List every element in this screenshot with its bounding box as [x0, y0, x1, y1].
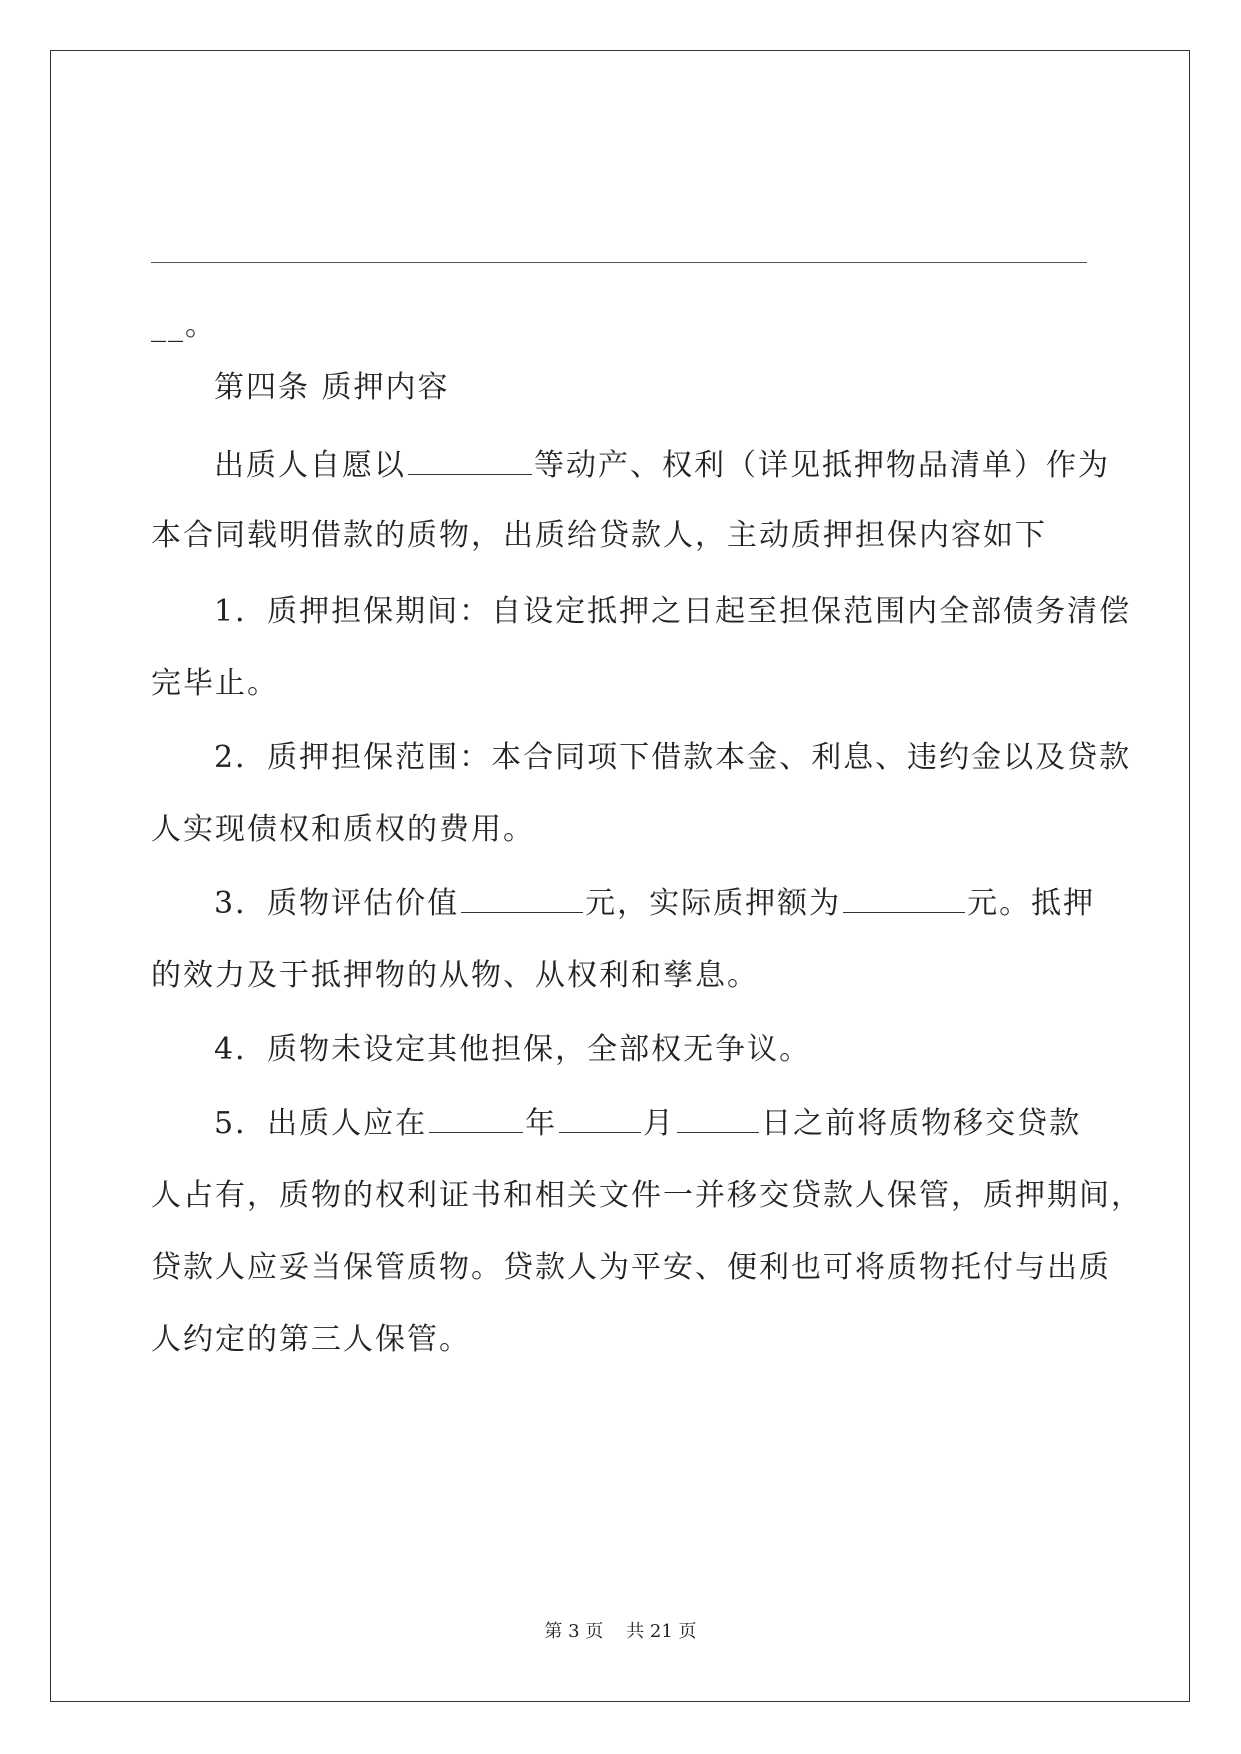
item-5-line-4: 人约定的第三人保管。 [151, 1322, 471, 1357]
paragraph-1-line-2: 本合同载明借款的质物，出质给贷款人，主动质押担保内容如下 [151, 518, 1047, 553]
article-heading: 第四条 质押内容 [214, 370, 450, 405]
year-blank[interactable] [429, 1104, 523, 1133]
item-5-text-d: 日之前将质物移交贷款 [761, 1106, 1082, 1141]
pledge-amount-blank[interactable] [843, 884, 965, 913]
page-footer [0, 1620, 1241, 1644]
item-3-line-2: 的效力及于抵押物的从物、从权利和孳息。 [151, 958, 759, 993]
page-number-label: 第 3 页 共 21 页 [544, 1621, 697, 1642]
paragraph-1-text-b: 等动产、权利（详见抵押物品清单）作为 [534, 448, 1110, 483]
paragraph-1-line-1 [214, 446, 1131, 486]
item-1-line-2: 完毕止。 [151, 666, 279, 701]
item-3-text-b: 元，实际质押额为 [585, 886, 842, 921]
item-5-line-2: 人占有，质物的权利证书和相关文件一并移交贷款人保管，质押期间， [151, 1178, 1143, 1213]
month-blank[interactable] [559, 1104, 641, 1133]
paragraph-1-text-a: 出质人自愿以 [214, 448, 406, 483]
item-4: 4．质物未设定其他担保，全部权无争议。 [214, 1032, 812, 1067]
assessed-value-blank[interactable] [461, 884, 583, 913]
item-5-month-label: 月 [643, 1106, 676, 1141]
item-5-line-1 [214, 1104, 1131, 1144]
item-3-line-1 [214, 884, 1131, 924]
item-2-line-1: 2．质押担保范围：本合同项下借款本金、利息、违约金以及贷款 [214, 740, 1132, 775]
item-5-line-3: 贷款人应妥当保管质物。贷款人为平安、便利也可将质物托付与出质 [151, 1250, 1111, 1285]
pledge-item-blank[interactable] [408, 446, 532, 475]
item-5-year-label: 年 [525, 1106, 558, 1141]
item-5-text-a: 5．出质人应在 [214, 1106, 428, 1141]
item-3-text-c: 元。抵押 [967, 886, 1096, 921]
item-2-line-2: 人实现债权和质权的费用。 [151, 812, 535, 847]
page-frame [50, 50, 1190, 1702]
item-1-line-1: 1．质押担保期间：自设定抵押之日起至担保范围内全部债务清偿 [214, 594, 1132, 629]
fill-in-rule [151, 262, 1087, 263]
day-blank[interactable] [677, 1104, 759, 1133]
continuation-tail: __。 [151, 308, 217, 343]
item-3-text-a: 3．质物评估价值 [214, 886, 460, 921]
